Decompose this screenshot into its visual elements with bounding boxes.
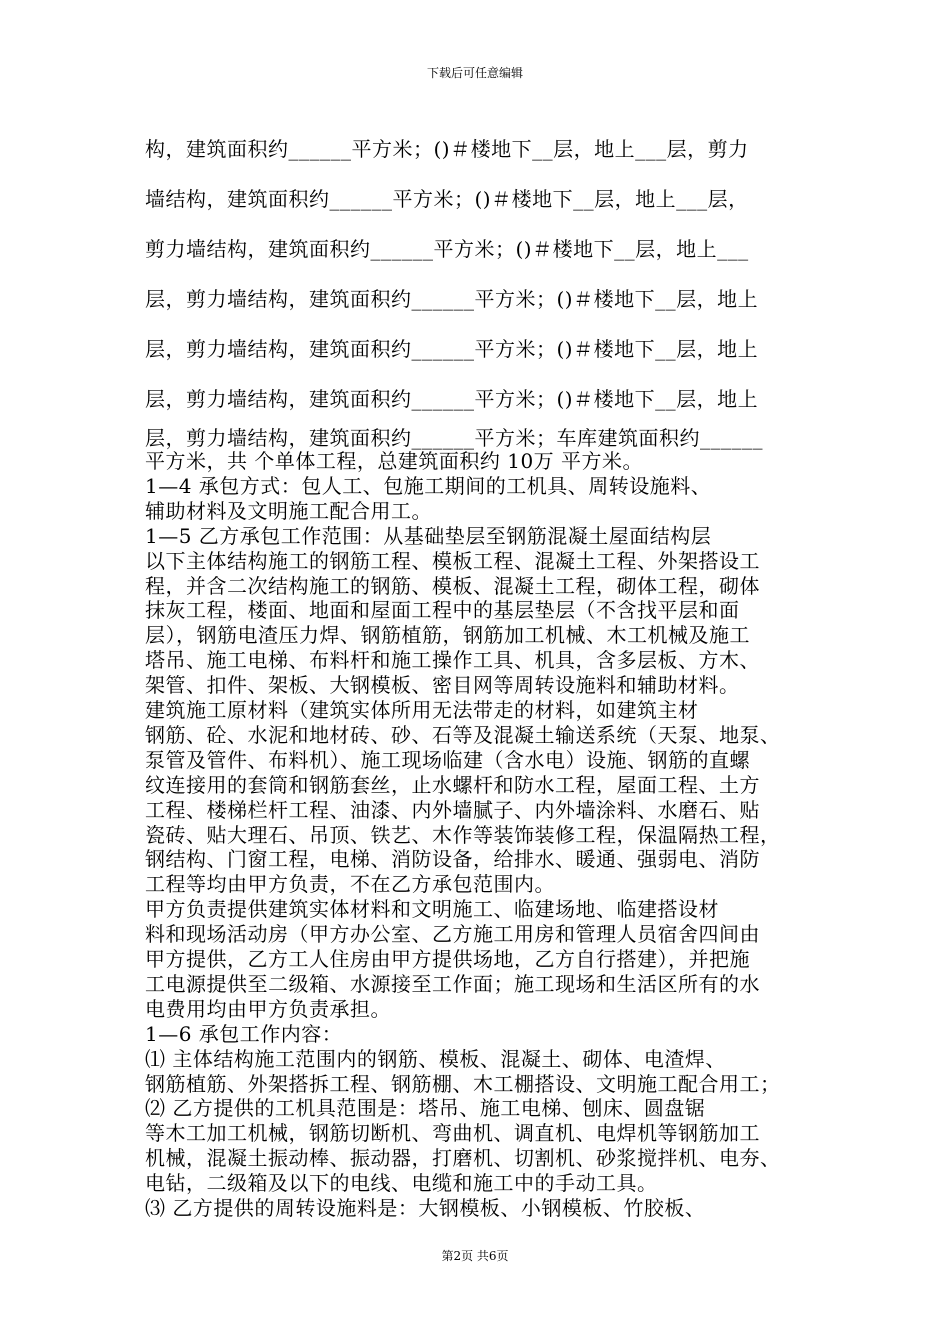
text-line: 1—5 乙方承包工作范围：从基础垫层至钢筋混凝土屋面结构层 bbox=[145, 523, 712, 548]
text-line: 建筑施工原材料（建筑实体所用无法带走的材料，如建筑主材 bbox=[145, 698, 699, 722]
text-line: 架管、扣件、架板、大钢模板、密目网等周转设施料和辅助材料。 bbox=[145, 673, 740, 698]
text-line: 工程等均由甲方负责，不在乙方承包范围内。 bbox=[145, 872, 555, 897]
text-line: 抹灰工程，楼面、地面和屋面工程中的基层垫层（不含找平层和面 bbox=[145, 598, 740, 623]
text-line: 工电源提供至二级箱、水源接至工作面；施工现场和生活区所有的水 bbox=[145, 971, 760, 996]
text-line: 电钻，二级箱及以下的电线、电缆和施工中的手动工具。 bbox=[145, 1171, 658, 1196]
text-line: ⑶ 乙方提供的周转设施料是：大钢模板、小钢模板、竹胶板、 bbox=[145, 1196, 706, 1220]
text-line: 泵管及管件、布料机）、施工现场临建（含水电）设施、钢筋的直螺 bbox=[145, 747, 750, 772]
text-line: 机械，混凝土振动棒、振动器，打磨机、切割机、砂浆搅拌机、电夯、 bbox=[145, 1146, 781, 1171]
text-line: 辅助材料及文明施工配合用工。 bbox=[145, 498, 432, 523]
text-line: 甲方提供，乙方工人住房由甲方提供场地，乙方自行搭建），并把施 bbox=[145, 947, 750, 971]
text-line: 电费用均由甲方负责承担。 bbox=[145, 996, 391, 1021]
text-line: 瓷砖、贴大理石、吊顶、铁艺、木作等装饰装修工程，保温隔热工程， bbox=[145, 822, 781, 847]
text-line: 甲方负责提供建筑实体材料和文明施工、临建场地、临建搭设材 bbox=[145, 897, 719, 922]
text-line: ⑴ 主体结构施工范围内的钢筋、模板、混凝土、砌体、电渣焊、 bbox=[145, 1046, 726, 1071]
text-line: 1—6 承包工作内容： bbox=[145, 1021, 343, 1046]
text-line: 层，剪力墙结构，建筑面积约______平方米；车库建筑面积约______ bbox=[145, 426, 763, 450]
text-line: 1—4 承包方式：包人工、包施工期间的工机具、周转设施料、 bbox=[145, 473, 712, 498]
text-line: ⑵ 乙方提供的工机具范围是：塔吊、施工电梯、刨床、圆盘锯 bbox=[145, 1096, 706, 1121]
text-line: 料和现场活动房（甲方办公室、乙方施工用房和管理人员宿舍四间由 bbox=[145, 922, 760, 947]
text-line: 等木工加工机械，钢筋切断机、弯曲机、调直机、电焊机等钢筋加工 bbox=[145, 1121, 760, 1146]
text-line: 墙结构，建筑面积约______平方米；()＃楼地下__层，地上___层， bbox=[145, 187, 749, 211]
text-line: 层，剪力墙结构，建筑面积约______平方米；()＃楼地下__层，地上 bbox=[145, 337, 759, 361]
text-line: 剪力墙结构，建筑面积约______平方米；()＃楼地下__层，地上___ bbox=[145, 237, 749, 261]
text-line: 层），钢筋电渣压力焊、钢筋植筋，钢筋加工机械、木工机械及施工 bbox=[145, 623, 750, 648]
text-line: 以下主体结构施工的钢筋工程、模板工程、混凝土工程、外架搭设工 bbox=[145, 548, 760, 573]
text-line: 构，建筑面积约______平方米；()＃楼地下__层，地上___层，剪力 bbox=[145, 137, 749, 161]
text-line: 工程、楼梯栏杆工程、油漆、内外墙腻子、内外墙涂料、水磨石、贴 bbox=[145, 797, 760, 822]
text-line: 平方米，共 个单体工程，总建筑面积约 10万 平方米。 bbox=[145, 449, 644, 473]
text-line: 钢筋、砼、水泥和地材砖、砂、石等及混凝土输送系统（天泵、地泵、 bbox=[145, 722, 781, 747]
text-line: 层，剪力墙结构，建筑面积约______平方米；()＃楼地下__层，地上 bbox=[145, 387, 759, 411]
text-line: 钢结构、门窗工程，电梯、消防设备，给排水、暖通、强弱电、消防 bbox=[145, 847, 760, 872]
page-footer: 第2页 共6页 bbox=[441, 1249, 509, 1263]
text-line: 纹连接用的套筒和钢筋套丝，止水螺杆和防水工程，屋面工程、土方 bbox=[145, 772, 760, 797]
text-line: 塔吊、施工电梯、布料杆和施工操作工具、机具，含多层板、方木、 bbox=[145, 648, 760, 673]
text-line: 钢筋植筋、外架搭拆工程、钢筋棚、木工棚搭设、文明施工配合用工； bbox=[145, 1071, 781, 1096]
page-header: 下载后可任意编辑 bbox=[426, 66, 523, 80]
text-line: 层，剪力墙结构，建筑面积约______平方米；()＃楼地下__层，地上 bbox=[145, 287, 759, 311]
text-line: 程，并含二次结构施工的钢筋、模板、混凝土工程，砌体工程，砌体 bbox=[145, 573, 760, 598]
